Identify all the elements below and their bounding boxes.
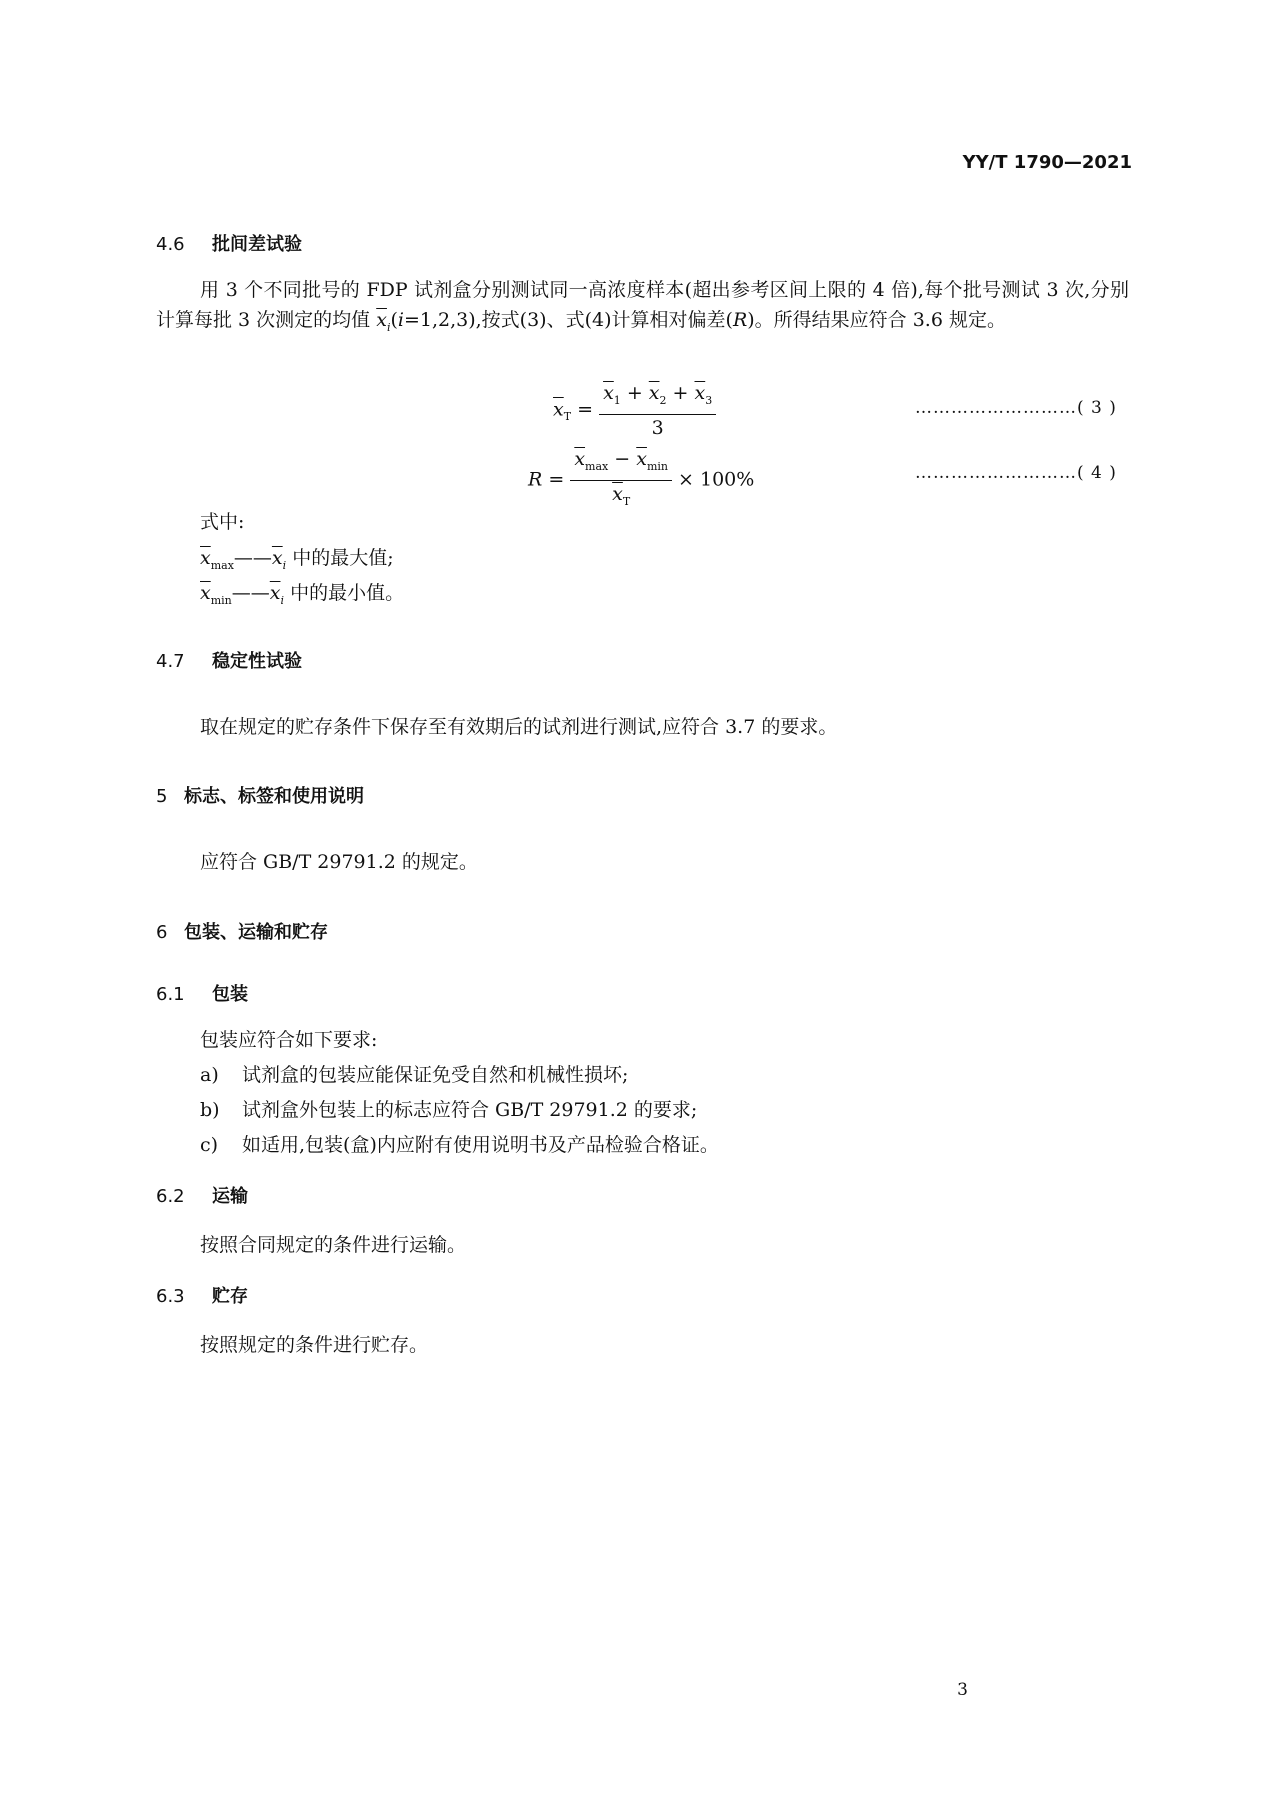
equation-4-number: ………………………( 4 ) [915,463,1117,483]
equation-3-fraction: $\frac{\overline{x}_1 + \overline{x}_2 + \overline{x}_3}{3}$ [599,380,716,441]
page-number: 3 [957,1680,968,1700]
section-6-1-intro: 包装应符合如下要求: [200,1029,378,1051]
equation-3-number: ………………………( 3 ) [915,398,1117,418]
section-title: 批间差试验 [212,234,302,255]
section-6-3-heading: 6.3 贮存 [156,1286,248,1307]
mean-symbol: $\overline{x}$ [376,309,387,331]
definition-min: $\overline{x}_{min}——\overline{x}_i$ 中的最小值。 [200,582,405,607]
equation-4: R = $\frac{\overline{x}_{max} - \overline{x}_{min}}{\overline{x}_T}$ × 100% [528,446,754,515]
list-item: b) 试剂盒外包装上的标志应符合 GB/T 29791.2 的要求; [200,1099,698,1121]
standard-code: YY/T 1790—2021 [962,152,1132,173]
section-number: 4.6 [156,234,185,255]
section-4-7-paragraph: 取在规定的贮存条件下保存至有效期后的试剂进行测试,应符合 3.7 的要求。 [200,716,838,738]
section-6-2-heading: 6.2 运输 [156,1186,248,1207]
list-item: a) 试剂盒的包装应能保证免受自然和机械性损坏; [200,1064,629,1086]
where-label: 式中: [200,511,245,533]
list-item: c) 如适用,包装(盒)内应附有使用说明书及产品检验合格证。 [200,1134,719,1156]
section-6-3-paragraph: 按照规定的条件进行贮存。 [200,1334,429,1356]
equation-3: $\overline{x}_T$ = $\frac{\overline{x}_1 + \overline{x}_2 + \overline{x}_3}{3}$ [553,380,716,441]
section-4-7-heading: 4.7 稳定性试验 [156,651,302,672]
section-4-6-heading [156,230,302,256]
section-6-heading: 6 包装、运输和贮存 [156,922,328,943]
section-5-heading: 5 标志、标签和使用说明 [156,786,364,807]
section-5-paragraph: 应符合 GB/T 29791.2 的规定。 [200,851,478,873]
section-4-6-paragraph: 用 3 个不同批号的 FDP 试剂盒分别测试同一高浓度样本(超出参考区间上限的 4 倍),每个批号测试 3 次,分别计算每批 3 次测定的均值 $\overline{x}_i(i=1,2,3)$,按式(3)、式(4)计算相对偏差(R)。所得结果应符合 3.6 规定。 [156,279,1129,334]
definition-max: $\overline{x}_{max}——\overline{x}_i$ 中的最大值; [200,547,394,572]
section-6-2-paragraph: 按照合同规定的条件进行运输。 [200,1234,467,1256]
section-6-1-heading: 6.1 包装 [156,984,248,1005]
equation-4-fraction: $\frac{\overline{x}_{max} - \overline{x}_{min}}{\overline{x}_T}$ [570,446,672,515]
